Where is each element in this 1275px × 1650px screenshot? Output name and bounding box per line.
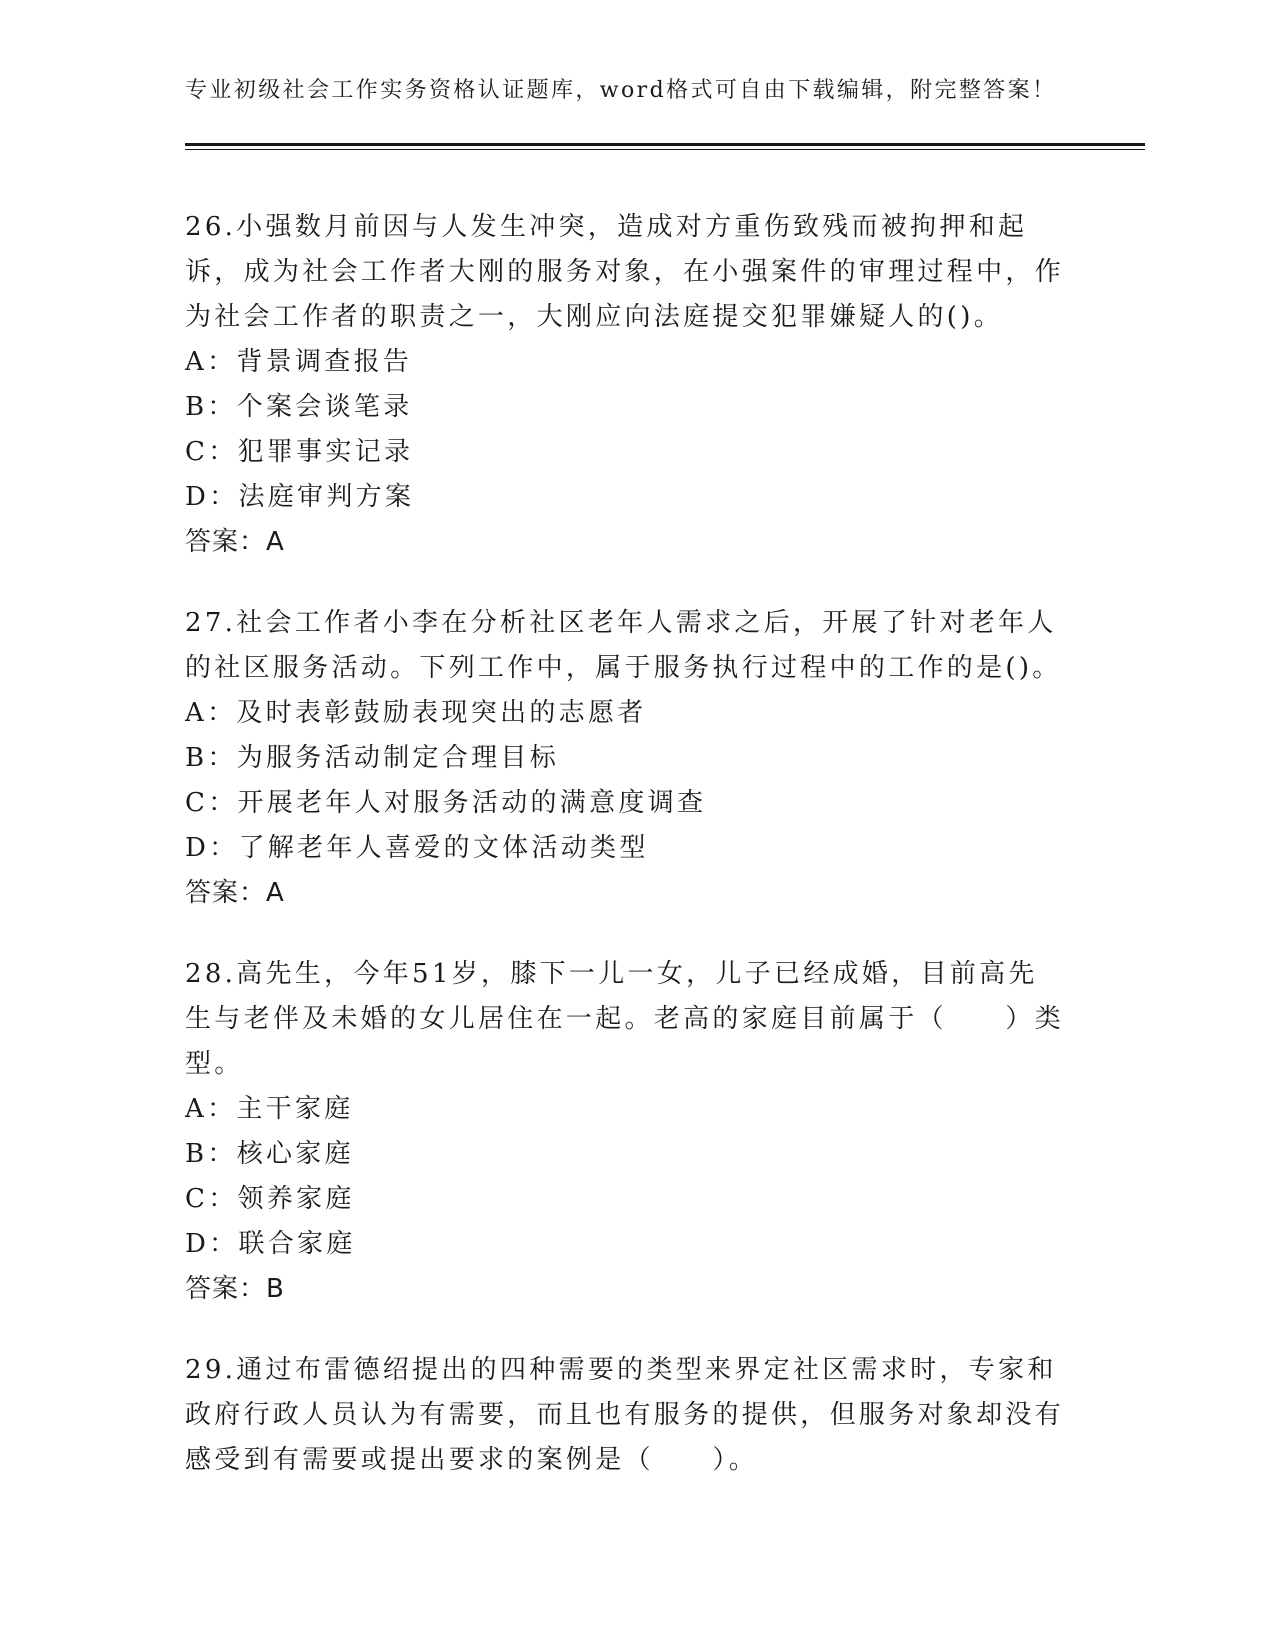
question-stem: 27.社会工作者小李在分析社区老年人需求之后，开展了针对老年人的社区服务活动。下列工作中，属于服务执行过程中的工作的是()。 <box>185 608 1062 683</box>
question-stem: 26.小强数月前因与人发生冲突，造成对方重伤致残而被拘押和起诉，成为社会工作者大刚的服务对象，在小强案件的审理过程中，作为社会工作者的职责之一，大刚应向法庭提交犯罪嫌疑人的()。 <box>185 212 1065 332</box>
header-rule-thick <box>185 143 1145 146</box>
option-c: C：领养家庭 <box>185 1184 355 1214</box>
question-stem: 28.高先生，今年51岁，膝下一儿一女，儿子已经成婚，目前高先生与老伴及未婚的女儿居住在一起。老高的家庭目前属于（ ）类型。 <box>185 959 1065 1079</box>
question-27 <box>185 601 1065 916</box>
option-d: D：法庭审判方案 <box>185 482 415 512</box>
answer-line: 答案：A <box>185 878 285 908</box>
option-b: B：为服务活动制定合理目标 <box>185 743 560 773</box>
option-a: A：主干家庭 <box>185 1094 354 1124</box>
option-a: A：及时表彰鼓励表现突出的志愿者 <box>185 698 647 728</box>
answer-line: 答案：A <box>185 527 285 557</box>
option-a: A：背景调查报告 <box>185 347 413 377</box>
page-header: 专业初级社会工作实务资格认证题库，word格式可自由下载编辑，附完整答案！ <box>185 78 1057 103</box>
question-stem: 29.通过布雷德绍提出的四种需要的类型来界定社区需求时，专家和政府行政人员认为有需要，而且也有服务的提供，但服务对象却没有感受到有需要或提出要求的案例是（ ）。 <box>185 1355 1065 1475</box>
question-list <box>185 205 1065 1519</box>
question-26 <box>185 205 1065 565</box>
header-rule-thin <box>185 149 1145 150</box>
option-b: B：个案会谈笔录 <box>185 392 413 422</box>
question-29 <box>185 1348 1065 1483</box>
option-d: D：了解老年人喜爱的文体活动类型 <box>185 833 649 863</box>
option-d: D：联合家庭 <box>185 1229 356 1259</box>
answer-line: 答案：B <box>185 1274 285 1304</box>
option-b: B：核心家庭 <box>185 1139 354 1169</box>
option-c: C：犯罪事实记录 <box>185 437 414 467</box>
question-28 <box>185 952 1065 1312</box>
option-c: C：开展老年人对服务活动的满意度调查 <box>185 788 707 818</box>
